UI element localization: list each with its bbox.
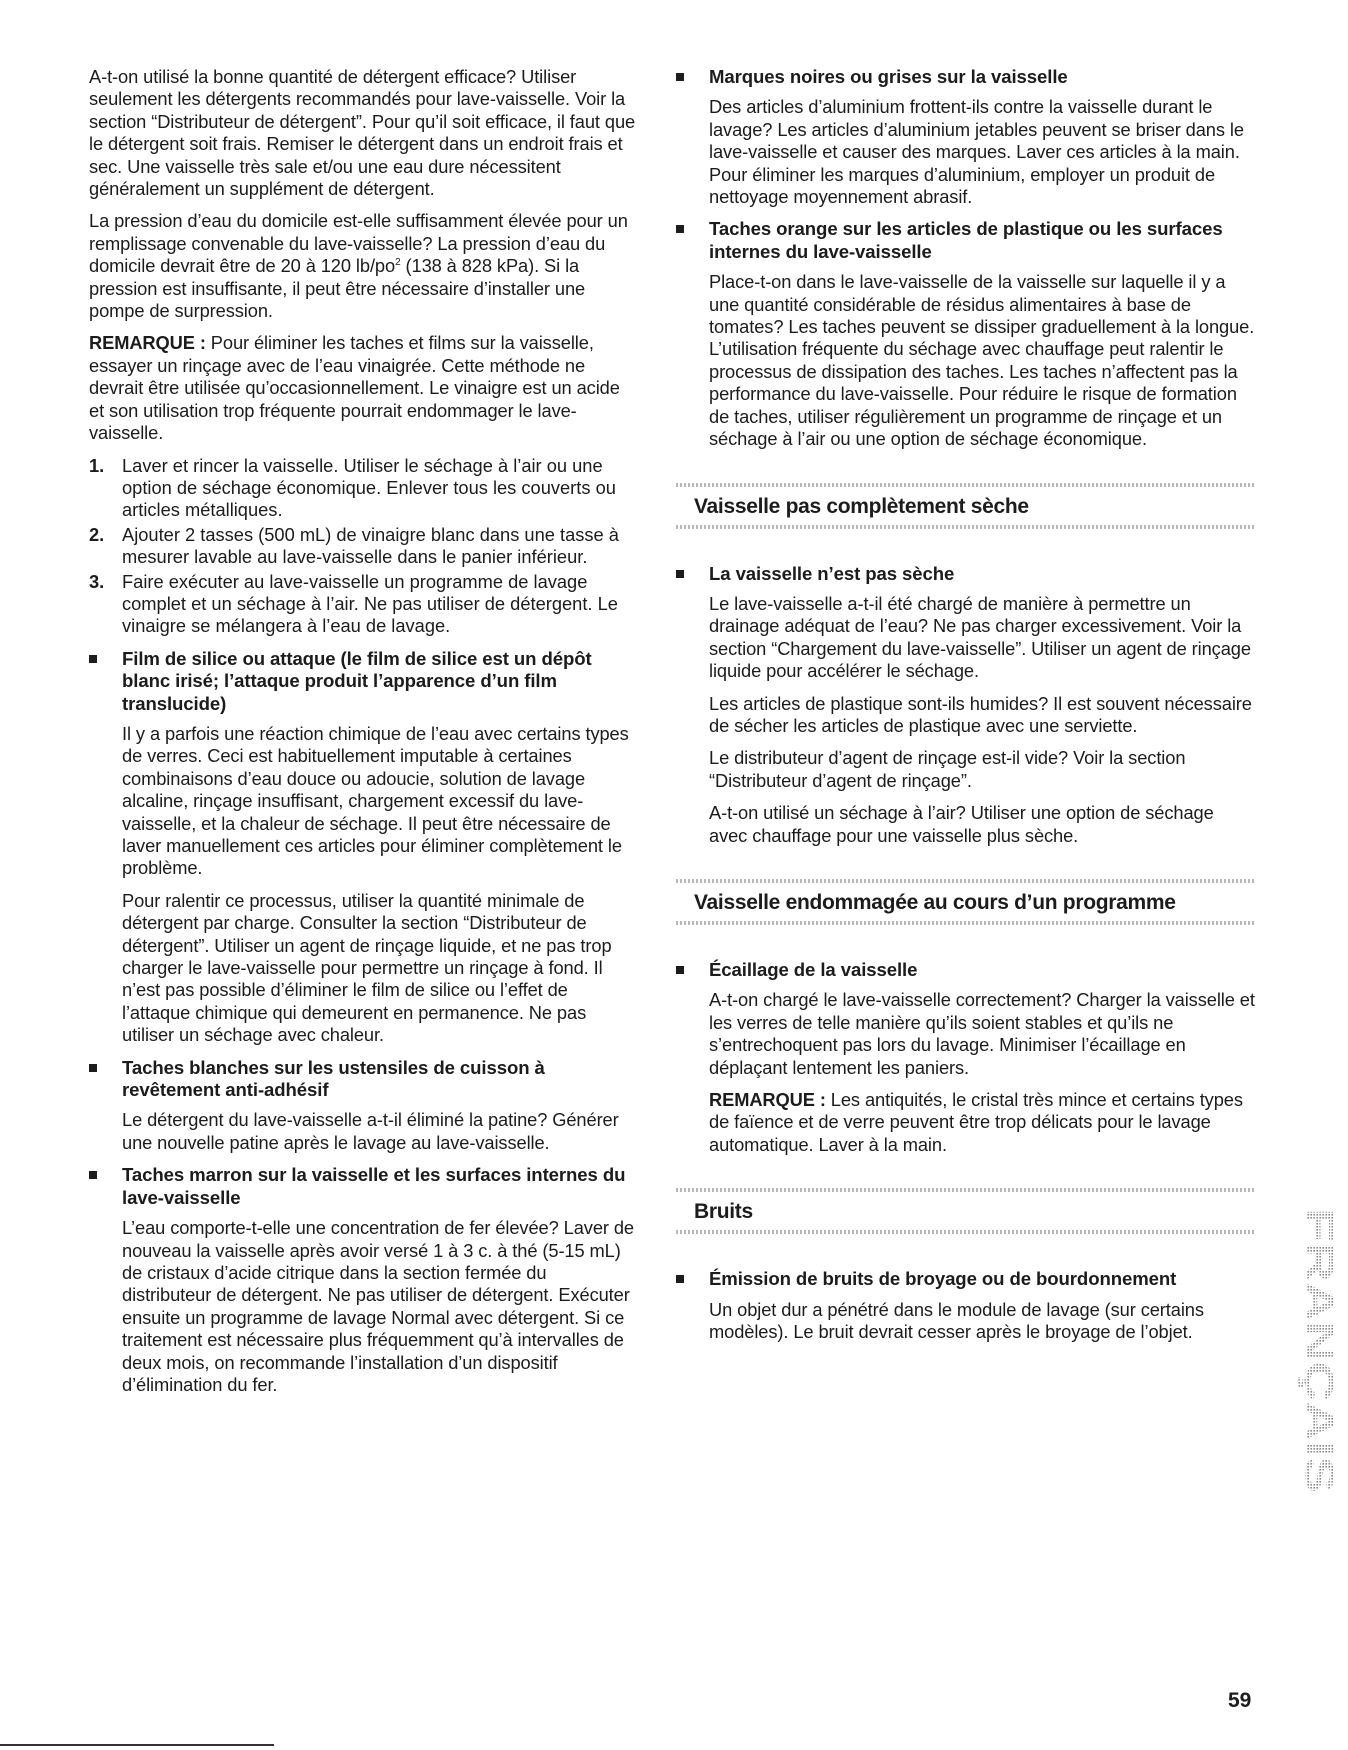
bullet-title: La vaisselle n’est pas sèche [709,562,955,584]
dotted-rule [676,525,1256,529]
bullet-chipping [709,959,1256,981]
paragraph: Place-t-on dans le lave-vaisselle de la vaisselle sur laquelle il y a une quantité considérable de résidus alimentaires à base de tomates? Les taches peuvent se dissiper graduellement à la longue. L’utilisation fréquente du séchage avec chauffage peut ralentir le processus de dissipation des taches. Les taches n’affectent pas la performance du lave-vaisselle. Pour réduire le risque de formation de taches, utiliser régulièrement un programme de rinçage et un séchage à l’air ou une option de séchage économique. [709,271,1255,450]
bullet-square-icon [676,966,684,974]
bullet-orange-stains [709,218,1256,263]
bullet-brown-stains [122,1164,637,1209]
step-item: 1. Laver et rincer la vaisselle. Utiliser le séchage à l’air ou une option de séchage économique. Enlever tous les couverts ou articles métalliques. [89,454,616,521]
paragraph: Il y a parfois une réaction chimique de l’eau avec certains types de verres. Ceci est habituellement imputable à certaines combinaisons d’eau douce ou adoucie, solution de lavage alcaline, rinçage insuffisant, chargement excessif du lave-vaisselle, et la chaleur de séchage. Il peut être nécessaire de laver manuellement ces articles pour éliminer complètement le problème. [122,722,629,879]
step-item: 2. Ajouter 2 tasses (500 mL) de vinaigre blanc dans une tasse à mesurer lavable au lave-vaisselle dans le panier inférieur. [89,523,619,568]
dotted-rule [676,1188,1256,1192]
footer-rule [0,1744,274,1746]
bullet-title: Taches marron sur la vaisselle et les surfaces internes du lave-vaisselle [122,1164,626,1208]
bullet-grinding-noise [709,1268,1256,1290]
section-title: Vaisselle pas complètement sèche [694,494,1029,518]
section-title: Bruits [694,1200,753,1224]
paragraph: Le détergent du lave-vaisselle a-t-il éliminé la patine? Générer une nouvelle patine après le lavage au lave-vaisselle. [122,1109,619,1153]
paragraph: A-t-on chargé le lave-vaisselle correctement? Charger la vaisselle et les verres de telle manière qu’ils soient stables et qu’ils ne s’entrechoquent pas lors du lavage. Minimiser l’écaillage en déplaçant lentement les paniers. [709,989,1255,1078]
paragraph: Un objet dur a pénétré dans le module de lavage (sur certains modèles). Le bruit devrait cesser après le broyage de l’objet. [709,1298,1204,1343]
right-column [676,66,1256,1353]
bullet-not-dry [709,563,1256,585]
paragraph: Le distributeur d’agent de rinçage est-il vide? Voir la section “Distributeur d’agent de rinçage”. [709,747,1186,791]
paragraph-detergent: A-t-on utilisé la bonne quantité de détergent efficace? Utiliser seulement les détergents recommandés pour lave-vaisselle. Voir la section “Distributeur de détergent”. Pour qu’il soit efficace, il faut que le détergent soit frais. Remiser le détergent dans un endroit frais et sec. Une vaisselle très sale et/ou une eau dure nécessitent généralement un supplément de détergent. [89,66,636,200]
paragraph: Des articles d’aluminium frottent-ils contre la vaisselle durant le lavage? Les articles d’aluminium jetables peuvent se briser dans le lave-vaisselle et causer des marques. Laver ces articles à la main. Pour éliminer les marques d’aluminium, employer un produit de nettoyage moyennement abrasif. [709,96,1244,208]
step-number: 2. [89,523,105,545]
note-antiques: REMARQUE : Les antiquités, le cristal très mince et certains types de faïence et de verre peuvent être trop délicats pour le lavage automatique. Laver à la main. [709,1089,1243,1155]
left-column [89,66,637,1406]
steps-list [89,455,637,638]
bullet-silica-film [122,648,637,715]
bullet-square-icon [89,1064,97,1072]
side-tab-label: FRANÇAIS [1297,1208,1341,1415]
dotted-rule [676,483,1256,487]
page-number: 59 [1228,1689,1252,1712]
dotted-rule [676,1230,1256,1234]
note-vinegar: REMARQUE : Pour éliminer les taches et films sur la vaisselle, essayer un rinçage avec de l’eau vinaigrée. Cette méthode ne devrait être utilisée qu’occasionnellement. Le vinaigre est un acide et son utilisation trop fréquente pourrait endommager le lave-vaisselle. [89,332,620,444]
paragraph: Les articles de plastique sont-ils humides? Il est souvent nécessaire de sécher les articles de plastique avec une serviette. [709,692,1252,736]
dotted-rule [676,879,1256,883]
bullet-square-icon [89,1171,97,1179]
note-label: REMARQUE : [709,1089,826,1110]
section-heading-not-dry [676,471,1256,541]
bullet-title: Film de silice ou attaque (le film de silice est un dépôt blanc irisé; l’attaque produit l’apparence d’un film translucide) [122,647,592,714]
paragraph: Pour ralentir ce processus, utiliser la quantité minimale de détergent par charge. Consulter la section “Distributeur de détergent”. Utiliser un agent de rinçage liquide, et ne pas trop charger le lave-vaisselle pour permettre un rinçage à fond. Il n’est pas possible d’éliminer le film de silice ou l’effet de l’attaque chimique qui demeurent en permanence. Ne pas utiliser un séchage avec chaleur. [122,889,612,1046]
paragraph-water-pressure: La pression d’eau du domicile est-elle suffisamment élevée pour un remplissage convenable du lave-vaisselle? La pression d’eau du domicile devrait être de 20 à 120 $lb/po^2$ (138 à 828 kPa). Si la pression est insuffisante, il peut être nécessaire d’installer une pompe de surpression. [89,210,628,322]
bullet-white-spots [122,1057,637,1102]
bullet-title: Taches blanches sur les ustensiles de cuisson à revêtement anti-adhésif [122,1056,545,1101]
section-heading-damaged [676,867,1256,937]
paragraph: Le lave-vaisselle a-t-il été chargé de manière à permettre un drainage adéquat de l’eau? Ne pas charger excessivement. Voir la section “Chargement du lave-vaisselle”. Utiliser un agent de rinçage liquide pour accélérer le séchage. [709,592,1251,682]
bullet-square-icon [676,73,684,81]
bullet-title: Marques noires ou grises sur la vaisselle [709,66,1068,87]
bullet-black-marks [709,66,1256,88]
note-label: REMARQUE : [89,332,206,354]
section-heading-noise [676,1176,1256,1246]
bullet-title: Émission de bruits de broyage ou de bourdonnement [709,1268,1177,1290]
step-number: 3. [89,570,105,592]
bullet-square-icon [676,225,684,233]
step-item: 3. Faire exécuter au lave-vaisselle un programme de lavage complet et un séchage à l’air. Ne pas utiliser de détergent. Le vinaigre se mélangera à l’eau de lavage. [89,570,618,637]
bullet-title: Écaillage de la vaisselle [709,958,918,980]
step-number: 1. [89,454,105,476]
bullet-square-icon [676,570,684,578]
language-side-tab [1276,1208,1341,1493]
bullet-square-icon [676,1275,684,1283]
bullet-title: Taches orange sur les articles de plastique ou les surfaces internes du lave-vaisselle [709,218,1223,262]
dotted-rule [676,921,1256,925]
paragraph: L’eau comporte-t-elle une concentration de fer élevée? Laver de nouveau la vaisselle après avoir versé 1 à 3 c. à thé (5-15 mL) de cristaux d’acide citrique dans la section fermée du distributeur de détergent. Ne pas utiliser de détergent. Exécuter ensuite un programme de lavage Normal avec détergent. Si ce traitement est nécessaire plus fréquemment qu’à intervalles de deux mois, on recommande l’installation d’un dispositif d’élimination du fer. [122,1217,635,1395]
paragraph: A-t-on utilisé un séchage à l’air? Utiliser une option de séchage avec chauffage pour une vaisselle plus sèche. [709,802,1214,846]
section-title: Vaisselle endommagée au cours d’un programme [694,890,1176,914]
bullet-square-icon [89,655,97,663]
